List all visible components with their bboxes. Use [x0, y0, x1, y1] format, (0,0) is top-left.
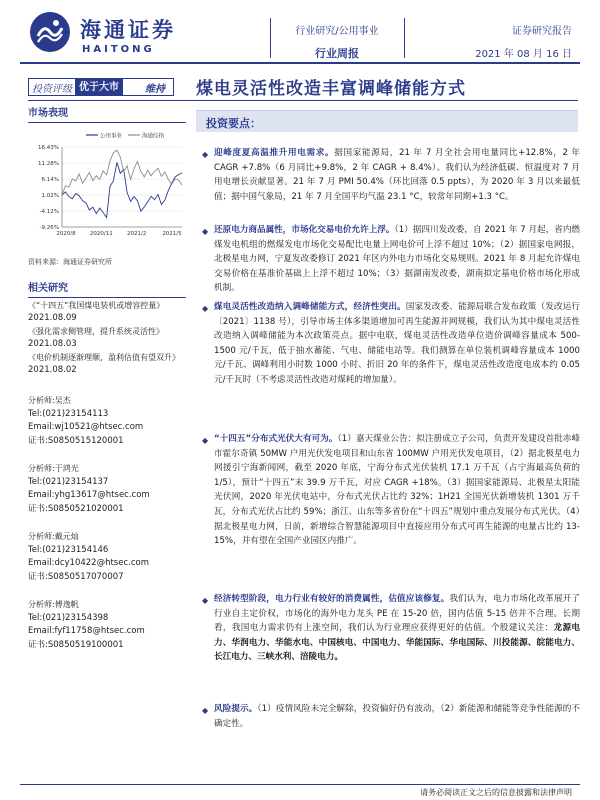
related-date: 2021.08.02	[28, 365, 77, 375]
analyst-card	[28, 462, 186, 516]
key-point-lead: 经济转型阶段，电力行业有较好的消费属性，估值应该修复。	[214, 594, 450, 604]
header-category	[282, 22, 392, 61]
analyst-tel: Tel:(021)23154113	[28, 408, 109, 419]
header-rule	[20, 62, 580, 64]
report-type: 行业周报	[315, 47, 359, 60]
y-tick-label: 11.28%	[38, 161, 59, 168]
key-point-body: 我们认为，电力市场化改革展开了行业自主定价权，市场化的海外电力龙头 PE 在 15-20 倍，国内估值 5-15 倍并不合理。长期看，我国电力需求仍有上涨空间，我们认为行业理应获得更好的估值。个股建议关注：	[214, 594, 580, 634]
doc-type: 证券研究报告	[512, 26, 572, 37]
analyst-list	[28, 394, 186, 652]
analyst-name: 分析师:于鸿光	[28, 464, 79, 473]
key-point-risk	[214, 702, 580, 731]
bullet-diamond-icon: ◆	[202, 304, 209, 313]
related-item[interactable]: 《“十四五”我国煤电装机或增容控量》	[28, 301, 165, 310]
key-point-lead: 煤电灵活性改造纳入调峰储能方式，经济性突出。	[214, 302, 406, 312]
analyst-email[interactable]: Email:fyf11758@htsec.com	[28, 626, 145, 636]
key-point-pricing	[214, 223, 580, 296]
analyst-tel: Tel:(021)23154146	[28, 544, 109, 555]
analyst-cert: 证书:S0850519100001	[28, 639, 124, 650]
main-content	[196, 110, 578, 132]
header-divider	[270, 18, 271, 58]
y-tick-label: -4.12%	[39, 208, 59, 215]
analyst-cert: 证书:S0850515120001	[28, 435, 124, 446]
key-point-body: 国家发改委、能源局联合发布政策（发改运行〔2021〕1138 号），引导市场主体多渠道增加可再生能源并网规模，我们认为其中煤电灵活性改造纳入调峰储能为本次政策亮点。据中电联，煤电灵活性改造单位造价调峰容量成本 500-1500 元/千瓦，低于抽水蓄能、气电、储能电站等。我们测算在单位装机调峰容量成本 1000 元/千瓦、调峰利用小时数 1000 小时、折旧 20 年的条件下，煤电灵活性改造度电成本约 0.05 元/千瓦时（不考虑灵活性改造对煤耗的增加量）。	[214, 302, 580, 385]
haitong-logo	[28, 10, 188, 58]
bullet-diamond-icon: ◆	[202, 436, 209, 445]
y-tick-label: -9.26%	[39, 225, 59, 231]
legend-label: 公用事业	[100, 133, 123, 140]
bullet-diamond-icon: ◆	[202, 596, 209, 605]
analyst-email[interactable]: Email:yhg13617@htsec.com	[28, 490, 150, 500]
analyst-name: 分析师:傅逸帆	[28, 600, 79, 609]
x-tick-label: 2021/5	[162, 231, 182, 237]
key-point-body: （1）据四川发改委，自 2021 年 7 月起，省内燃煤发电机组的燃煤发电市场化交易配比电量上网电价可上浮不超过 10%；（2）据国家电网报，北极星电力网，宁夏发改委修订 2021 年区内外电力市场化交易规则。2021 年 8 月起允许煤电交易价格在基准价基础上上浮不超过 10%；（3）据湖南发改委，湖南拟定基电价格市场化形成机制。	[214, 225, 581, 294]
y-tick-label: 6.14%	[41, 177, 59, 184]
market-chart-svg	[28, 127, 186, 247]
document-title: 煤电灵活性改造丰富调峰储能方式	[196, 79, 466, 99]
x-tick-label: 2021/2	[126, 231, 147, 237]
analyst-email[interactable]: Email:wj10521@htsec.com	[28, 422, 144, 432]
related-item[interactable]: 《强化需求侧管理，提升系统灵活性》	[28, 327, 164, 336]
legend-label: 海通综指	[142, 133, 165, 140]
rating-maintain: 维持	[145, 83, 165, 95]
title-rule	[28, 100, 578, 101]
logo-english: HAITONG	[82, 44, 155, 55]
related-list	[28, 300, 186, 376]
analyst-email[interactable]: Email:dcy10422@htsec.com	[28, 558, 149, 568]
series-line	[62, 150, 182, 195]
key-points-header	[196, 110, 578, 132]
y-tick-label: 1.02%	[41, 192, 59, 199]
haitong-logo-icon	[28, 10, 72, 54]
market-chart	[28, 127, 186, 247]
analyst-card	[28, 394, 186, 448]
bullet-diamond-icon: ◆	[202, 706, 209, 715]
footer-disclaimer: 请务必阅读正文之后的信息披露和法律声明	[420, 788, 572, 797]
key-point-demand	[214, 146, 580, 204]
analyst-tel: Tel:(021)23154137	[28, 476, 109, 487]
report-category: 行业研究/公用事业	[295, 26, 379, 37]
chart-source: 资料来源：海通证券研究所	[28, 258, 112, 266]
analyst-name: 分析师:吴杰	[28, 396, 71, 405]
analyst-name: 分析师:戴元灿	[28, 532, 79, 541]
recommended-stocks: 龙源电力、华润电力、华能水电、中国核电、中国电力、华能国际、华电国际、川投能源、皖能电力、长江电力、三峡水利、涪陵电力。	[214, 623, 580, 663]
related-date: 2021.08.03	[28, 339, 77, 349]
key-point-flexibility	[214, 300, 580, 388]
key-point-body: （1）疫情风险未完全解除，投资偏好仍有波动，（2）新能源和储能等竞争性能源的不确定性。	[214, 704, 580, 729]
related-date: 2021.08.09	[28, 313, 77, 323]
key-point-solar	[214, 432, 580, 549]
x-tick-label: 2020/11	[89, 231, 113, 237]
section-rule	[28, 297, 186, 298]
bullet-diamond-icon: ◆	[202, 150, 209, 159]
key-point-lead: 还原电力商品属性，市场化交易电价允许上浮。	[214, 225, 395, 235]
key-point-lead: “十四五”分布式光伏大有可为。	[214, 434, 338, 444]
analyst-card	[28, 530, 186, 584]
y-tick-label: 16.43%	[38, 145, 59, 151]
key-point-valuation	[214, 592, 580, 665]
bullet-diamond-icon: ◆	[202, 227, 209, 236]
footer-rule	[20, 784, 580, 785]
key-point-body: 据国家能源局，21 年 7 月全社会用电量同比+12.8%，2 年 CAGR +7.8%（6 月同比+9.8%，2 年 CAGR + 8.4%）。我们认为经济低碳、恒温度对 7 月用电增长贡献显著。21 年 7 月 PMI 50.4%（环比回落 0.5 ppts），为 2020 年 3 月以来最低值；据中国气象局，21 年 7 月全国平均气温 23.1 °C，较常年同期+1.3 °C。	[214, 148, 580, 202]
market-performance-label: 市场表现	[28, 108, 68, 119]
report-date: 2021 年 08 月 16 日	[475, 49, 572, 60]
related-item[interactable]: 《电价机制逐渐理顺，盈利估值有望双升》	[28, 353, 180, 362]
rating-value: 优于大市	[75, 79, 123, 95]
analyst-cert: 证书:S0850517070007	[28, 571, 124, 582]
key-point-lead: 迎峰度夏高温推升用电需求。	[214, 148, 335, 158]
related-research-label: 相关研究	[28, 283, 68, 294]
sidebar	[28, 104, 186, 666]
key-points-label: 投资要点：	[206, 117, 261, 130]
header-meta	[475, 22, 572, 60]
series-line	[62, 162, 182, 217]
x-tick-label: 2020/8	[56, 231, 76, 237]
logo-name: 海通证券	[80, 17, 176, 42]
page-header	[0, 0, 600, 64]
analyst-card	[28, 598, 186, 652]
rating-label: 投资评级	[32, 83, 72, 95]
rating-box	[28, 78, 174, 96]
header-divider	[404, 18, 405, 58]
key-point-lead: 风险提示。	[214, 704, 258, 714]
analyst-tel: Tel:(021)23154398	[28, 612, 109, 623]
analyst-cert: 证书:S0850521020001	[28, 503, 124, 514]
key-point-body: （1）嘉天煤业公告：拟注册成立子公司，负责开发建设首批赤峰市霍尔奇镇 50MW 户用光伏发电项目和山东省 100MW 户用光伏发电项目，（2）据北极星电力网援引宁海新闻网，截至 2020 年底，宁海分布式光伏装机 17.1 万千瓦（占宁海最高负荷的 1/5），预计“十四五”末 39.9 万千瓦，对应 CAGR +18%。（3）据国家能源局、北极星太阳能光伏网，2020 年光伏电站中，分布式光伏占比约 32%；1H21 全国光伏新增装机 1301 万千瓦，分布式光伏占比约 59%；浙江、山东等多省份在“十四五”规划中重点发展分布式光伏。（4）据北极星电力网，日前，新增综合智慧能源项目中直接应用分布式可再生能源的电量占比约 13-15%，并有望在全国产业园区内推广。	[214, 434, 581, 547]
section-rule	[28, 122, 186, 123]
